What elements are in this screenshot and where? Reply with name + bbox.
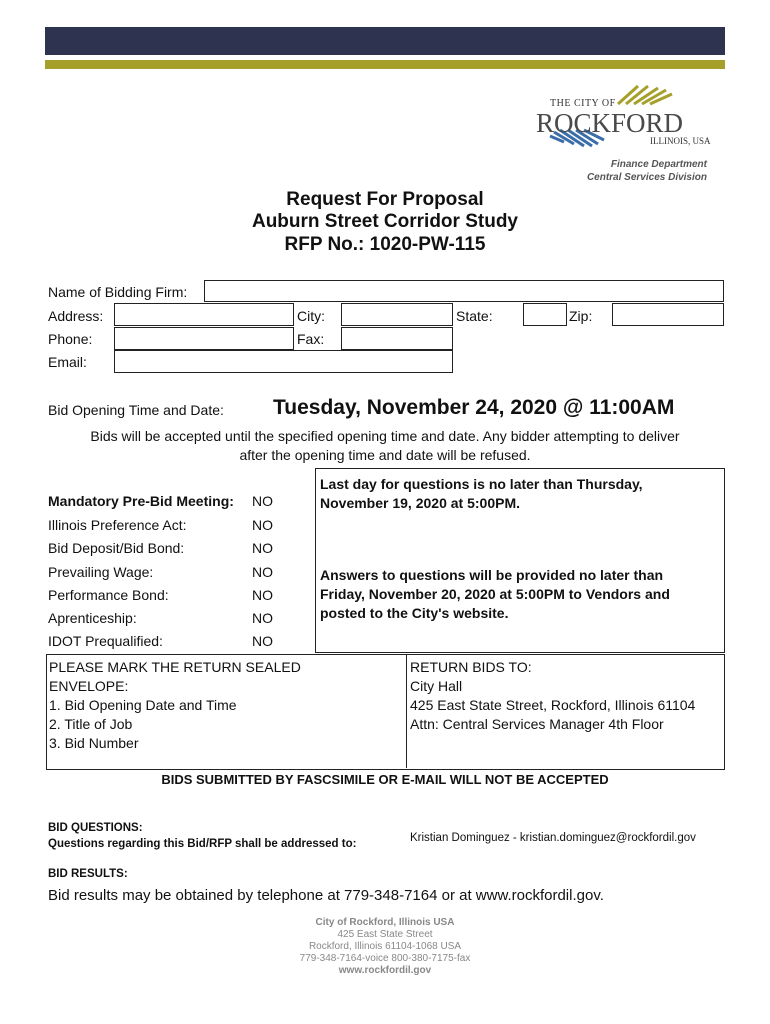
req-label-prebid: Mandatory Pre-Bid Meeting: [48,493,234,509]
phone-label: Phone: [48,331,93,347]
req-value-performance: NO [252,587,273,603]
return-bids-line-3: 425 East State Street, Rockford, Illinois 61104 [410,697,696,713]
bid-questions-contact: Kristian Dominguez - kristian.dominguez@rockfordil.gov [410,832,696,844]
mark-envelope-line-5: 3. Bid Number [49,735,139,751]
bid-opening-value: Tuesday, November 24, 2020 @ 11:00AM [273,396,675,419]
req-value-deposit: NO [252,540,273,556]
req-label-deposit: Bid Deposit/Bid Bond: [48,540,185,556]
email-label: Email: [48,354,87,370]
bid-results-heading: BID RESULTS: [48,868,128,880]
return-bids-line-4: Attn: Central Services Manager 4th Floor [410,716,664,732]
footer-website-link[interactable]: www.rockfordil.gov [338,965,432,976]
title-line-1: Request For Proposal [286,189,484,210]
fax-field[interactable] [341,327,453,350]
notice-line-2: after the opening time and date will be refused. [239,447,531,463]
mark-envelope-line-4: 2. Title of Job [49,716,133,732]
req-value-preference: NO [252,517,273,533]
footer-line-4: 779-348-7164-voice 800-380-7175-fax [299,953,471,964]
questions-deadline-line-1: Last day for questions is no later than Thursday, [320,476,643,492]
city-field[interactable] [341,303,453,326]
footer-line-2: 425 East State Street [337,929,433,940]
logo-top-text: THE CITY OF [550,98,616,109]
fax-label: Fax: [297,331,325,347]
logo-main-text: ROCKFORD [536,108,684,138]
footer-line-3: Rockford, Illinois 61104-1068 USA [308,941,462,952]
req-label-performance: Performance Bond: [48,587,169,603]
title-line-2: Auburn Street Corridor Study [251,211,518,232]
address-field[interactable] [114,303,294,326]
bid-results-text: Bid results may be obtained by telephone at 779-348-7164 or at www.rockfordil.gov. [48,887,604,904]
req-label-preference: Illinois Preference Act: [48,517,187,533]
req-value-apprenticeship: NO [252,610,273,626]
city-label: City: [297,308,325,324]
return-bids-block [410,658,695,734]
mark-envelope-line-1: PLEASE MARK THE RETURN SEALED [49,659,301,675]
city-logo [530,82,720,154]
fax-email-notice: BIDS SUBMITTED BY FASCSIMILE OR E-MAIL WILL NOT BE ACCEPTED [161,772,609,787]
zip-field[interactable] [612,303,724,326]
division-name: Central Services Division [586,172,707,183]
req-label-idot: IDOT Prequalified: [48,633,163,649]
mark-envelope-line-2: ENVELOPE: [49,678,129,694]
address-label: Address: [48,308,104,324]
return-bids-line-2: City Hall [410,678,463,694]
mark-envelope-line-3: 1. Bid Opening Date and Time [49,697,237,713]
mark-envelope-block [49,658,301,753]
answers-notice-line-1: Answers to questions will be provided no later than [320,567,664,583]
req-label-wage: Prevailing Wage: [48,564,154,580]
state-label: State: [456,308,493,324]
bid-opening-label: Bid Opening Time and Date: [48,402,224,418]
notice-line-1: Bids will be accepted until the specified opening time and date. Any bidder attempting to deliver [90,428,680,444]
answers-notice-line-2: Friday, November 20, 2020 at 5:00PM to Vendors and [320,586,670,602]
return-bids-line-1: RETURN BIDS TO: [410,659,532,675]
department-name: Finance Department [610,159,707,170]
state-field[interactable] [523,303,567,326]
req-value-wage: NO [252,564,273,580]
accent-bar [45,60,725,69]
title-line-3: RFP No.: 1020-PW-115 [284,234,486,255]
answers-notice-line-3: posted to the City's website. [320,605,509,621]
answers-notice [320,566,670,623]
req-value-prebid: NO [252,493,273,509]
bid-questions-heading: BID QUESTIONS: [48,822,143,834]
footer-line-1: City of Rockford, Illinois USA [315,917,455,928]
bid-questions-text: Questions regarding this Bid/RFP shall be addressed to: [48,838,357,850]
department-block [587,158,707,184]
logo-sub-text: ILLINOIS, USA [650,136,711,146]
questions-deadline-line-2: November 19, 2020 at 5:00PM. [320,495,520,511]
questions-deadline [320,475,643,513]
firm-label: Name of Bidding Firm: [48,284,188,300]
envelope-divider [406,654,407,768]
email-field[interactable] [114,350,453,373]
zip-label: Zip: [569,308,593,324]
phone-field[interactable] [114,327,294,350]
req-value-idot: NO [252,633,273,649]
header-bar [45,27,725,55]
firm-field[interactable] [204,280,724,302]
req-label-apprenticeship: Aprenticeship: [48,610,137,626]
